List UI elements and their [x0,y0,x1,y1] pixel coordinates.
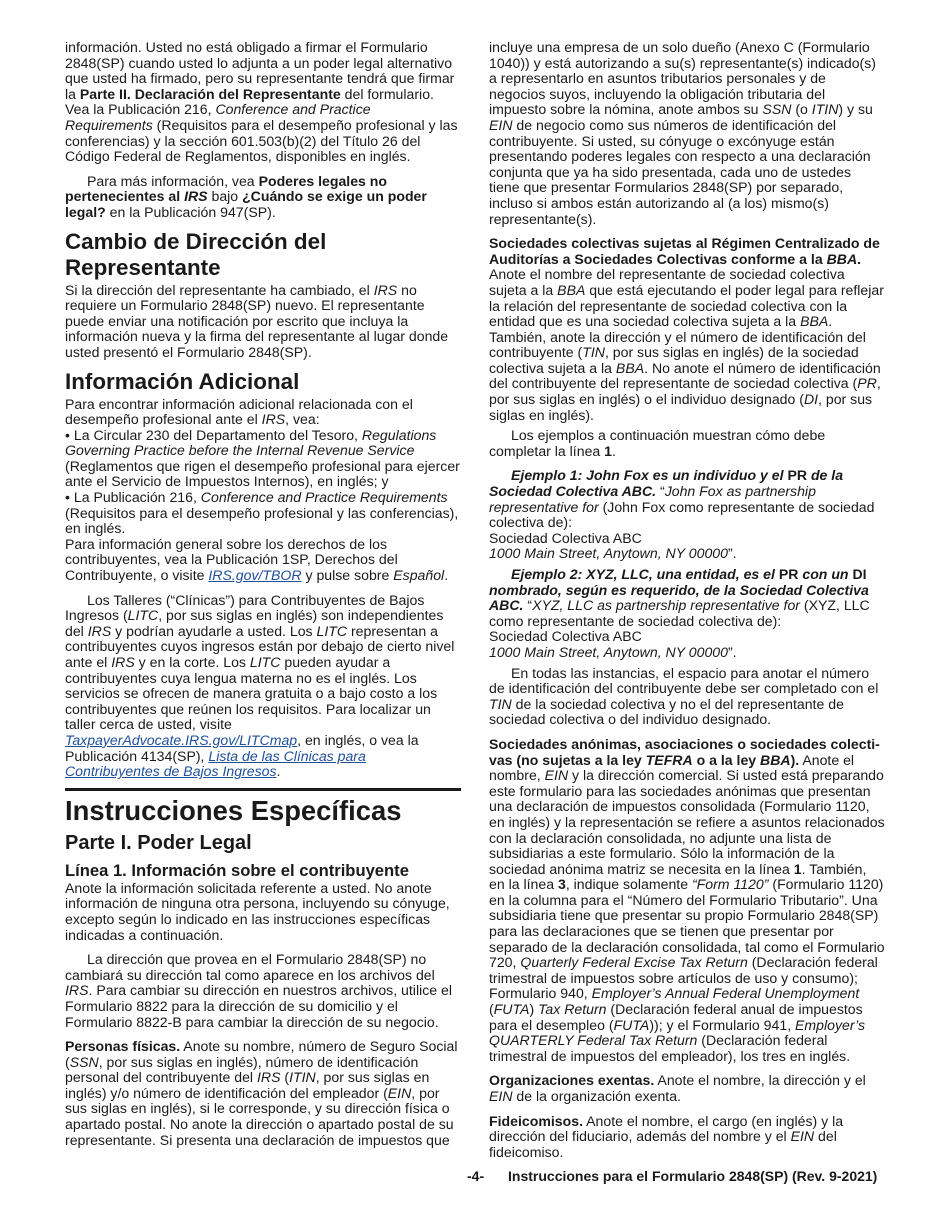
paragraph-line-1-info: Anote la información solicitada referente a usted. No anote información de ninguna otra persona, incluyendo su cónyuge, excepto según lo indicado en las instrucciones específicas indicadas a continuación. [65,879,450,943]
example-2: Ejemplo 2: XYZ, LLC, una entidad, es el PR con un DI nombrado, según es requerido, de la Sociedad Colectiva ABC. “XYZ, LLC as partnership representative for (XYZ, LLC como representante de sociedad colectiva de): [489,566,870,629]
paragraph-all-instances: En todas las instancias, el espacio para anotar el número de identificación del contribuyente debe ser completado con el TIN de la sociedad colectiva y no el del representante de sociedad colectiva o del individuo designado. [489,664,879,728]
example-2-address: 1000 Main Street, Anytown, NY 00000”. [489,643,737,660]
paragraph-alternative-poa: información. Usted no está obligado a firmar el Formulario 2848(SP) cuando usted lo adjunta a un poder legal alternativo que usted ha firmado, pero su representante tendrá que firmar la Parte II. Declaración del Representante del formulario. Vea la Publicación 216, Conference and Practice Requirements (Requisitos para el desempeño profesional y las conferencias) y la sección 601.503(b)(2) del Título 26 del Código Federal de Reglamentos, disponibles en inglés. [65,39,458,165]
bullet-icon: • [65,426,70,443]
paragraph-individuals: Personas físicas. Anote su nombre, número de Seguro Social (SSN, por sus siglas en inglés), número de identificación personal del contribuyente del IRS (ITIN, por sus siglas en inglés) y/o número de identificación del empleador (EIN, por sus siglas en inglés), si le corresponde, y su dirección física o apartado postal. No anote la dirección o apartado postal de su representante. Si presenta una declaración de impuestos que [65,1038,458,1148]
heading-additional-info: Información Adicional [65,368,300,394]
paragraph-address-change: La dirección que provea en el Formulario 2848(SP) no cambiará su dirección tal como aparece en los archivos del IRS. Para cambiar su dirección en nuestros archivos, utilice el Formulario 8822 para la dirección de su domicilio y el Formulario 8822-B para cambiar la dirección de su negocio. [65,951,452,1030]
page-number: -4- [467,1168,485,1184]
heading-line-1: Línea 1. Información sobre el contribuyente [65,860,409,880]
footer-title: Instrucciones para el Formulario 2848(SP) (Rev. 9-2021) [508,1168,878,1184]
paragraph-corporations: Sociedades anónimas, asociaciones o sociedades colecti-vas (no sujetas a la ley TEFRA o a la ley BBA). Anote el nombre, EIN y la dirección comercial. Si usted está preparando este formulario para las sociedades anónimas que presentan una declaración de impuestos consolidada (Formulario 1120, en inglés) y la representación se refiere a asuntos relacionados con la declaración consolidada, no adjunte una lista de subsidiarias a este formulario. Sólo la información de la sociedad anónima matriz se necesita en la línea 1. También, en la línea 3, indique solamente “Form 1120” (Formulario 1120) en la columna para el “Número del Formulario Tributario”. Una subsidiaria tiene que presentar su propio Formulario 2848(SP) para las declaraciones que se tienen que presentar por separado de la declaración consolidada, tal como el Formulario 720, Quarterly Federal Excise Tax Return (Declaración federal trimestral de impuestos sobre artículos de uso y consumo); Formulario 940, Employer’s Annual Federal Unemployment (FUTA) Tax Return (Declaración federal anual de impuestos para el desempleo (FUTA)); y el Formulario 941, Employer’s QUARTERLY Federal Tax Return (Declaración federal trimestral de impuestos del empleador), los tres en inglés. [489,735,885,1064]
paragraph-litc: Los Talleres (“Clínicas”) para Contribuyentes de Bajos Ingresos (LITC, por sus siglas en inglés) son independientes del IRS y podrían ayudarle a usted. Los LITC representan a contribuyentes cuyos ingresos están por debajo de cierto nivel ante el IRS y en la corte. Los LITC pueden ayudar a contribuyentes cuya lengua materna no es el inglés. Los servicios se ofrecen de manera gratuita o a bajo costo a los contribuyentes que reúnen los requisitos. Para localizar un taller cerca de usted, visite TaxpayerAdvocate.IRS.gov/LITCmap, en inglés, o vea la Publicación 4134(SP), Lista de las Clínicas para Contribuyentes de Bajos Ingresos. [65,591,455,780]
bullet-publication-216: • La Publicación 216, Conference and Practice Requirements (Requisitos para el desempeño profesional y las conferencias), en inglés. [65,489,459,537]
heading-specific-instructions: Instrucciones Específicas [65,788,461,827]
paragraph-change-of-address: Si la dirección del representante ha cambiado, el IRS no requiere un Formulario 2848(SP) nuevo. El representante puede enviar una notificación por escrito que incluya la información nueva y la firma del representante al lugar donde usted presentó el Formulario 2848(SP). [65,281,449,360]
paragraph-examples-intro: Los ejemplos a continuación muestran cómo debe completar la línea 1. [489,427,826,459]
bullet-circular-230: • La Circular 230 del Departamento del Tesoro, Regulations Governing Practice before the Internal Revenue Service (Reglamentos que rigen el desempeño profesional para ejercer ante el Servicio de Impuestos Internos), en inglés; y [65,426,460,490]
heading-part-1: Parte I. Poder Legal [65,831,252,854]
paragraph-more-info: Para más información, vea Poderes legales no pertenecientes al IRS bajo ¿Cuándo se exige un poder legal? en la Publicación 947(SP). [65,172,427,220]
example-1: Ejemplo 1: John Fox es un individuo y el PR de la Sociedad Colectiva ABC. “John Fox as partnership representative for (John Fox como representante de sociedad colectiva de): [489,467,875,531]
example-1-address: 1000 Main Street, Anytown, NY 00000”. [489,545,737,562]
paragraph-bba-partnerships: Sociedades colectivas sujetas al Régimen Centralizado de Auditorías a Sociedades Colectivas conforme a la BBA. Anote el nombre del representante de sociedad colectiva sujeta a la BBA que está ejecutando el poder legal para reflejar la relación del representante de sociedad colectiva con la entidad que es una sociedad colectiva sujeta a la BBA. También, anote la dirección y el número de identificación del contribuyente (TIN, por sus siglas en inglés) de la sociedad colectiva sujeta a la BBA. No anote el número de identificación del contribuyente del representante de sociedad colectiva (PR, por sus siglas en inglés) o el individuo designado (DI, por sus siglas en inglés). [489,235,884,423]
paragraph-exempt-organizations: Organizaciones exentas. Anote el nombre, la dirección y el EIN de la organización exenta. [489,1072,866,1104]
example-1-name: Sociedad Colectiva ABC [489,529,642,546]
paragraph-additional-info: Para encontrar información adicional relacionada con el desempeño profesional ante el IRS, vea: [65,395,413,428]
link-litc-list[interactable]: Lista de las Clínicas para Contribuyentes de Bajos Ingresos [65,747,366,780]
paragraph-sole-proprietorship: incluye una empresa de un solo dueño (Anexo C (Formulario 1040)) y está autorizando a su(s) representante(s) indicado(s) a representarlo en asuntos tributarios personales y de negocios suyos, incluyendo la obligación tributaria del impuesto sobre la nómina, anote ambos su SSN (o ITIN) y su EIN de negocio como sus números de identificación del contribuyente. Si usted, su cónyuge o excónyuge están presentando poderes legales con respecto a una declaración conjunta que ya ha sido presentada, cada uno de ustedes tiene que presentar Formularios 2848(SP) por separado, incluso si ambos están autorizando al (a los) mismo(s) representante(s). [489,39,876,227]
heading-change-of-address: Cambio de Dirección del Representante [65,228,327,280]
link-litc-map[interactable]: TaxpayerAdvocate.IRS.gov/LITCmap [65,731,298,748]
left-column [65,40,461,1148]
paragraph-trusts: Fideicomisos. Anote el nombre, el cargo (en inglés) y la dirección del fiduciario, además del nombre y el EIN del fideicomiso. [489,1112,844,1160]
bullet-icon: • [65,489,70,506]
page-footer [467,1168,877,1184]
right-column [489,40,885,1160]
link-irs-tbor[interactable]: IRS.gov/TBOR [208,567,302,584]
example-2-name: Sociedad Colectiva ABC [489,628,642,645]
paragraph-taxpayer-rights: Para información general sobre los derechos de los contribuyentes, vea la Publicación 1SP, Derechos del Contribuyente, o visite IRS.gov/TBOR y pulse sobre Español. [65,535,449,584]
